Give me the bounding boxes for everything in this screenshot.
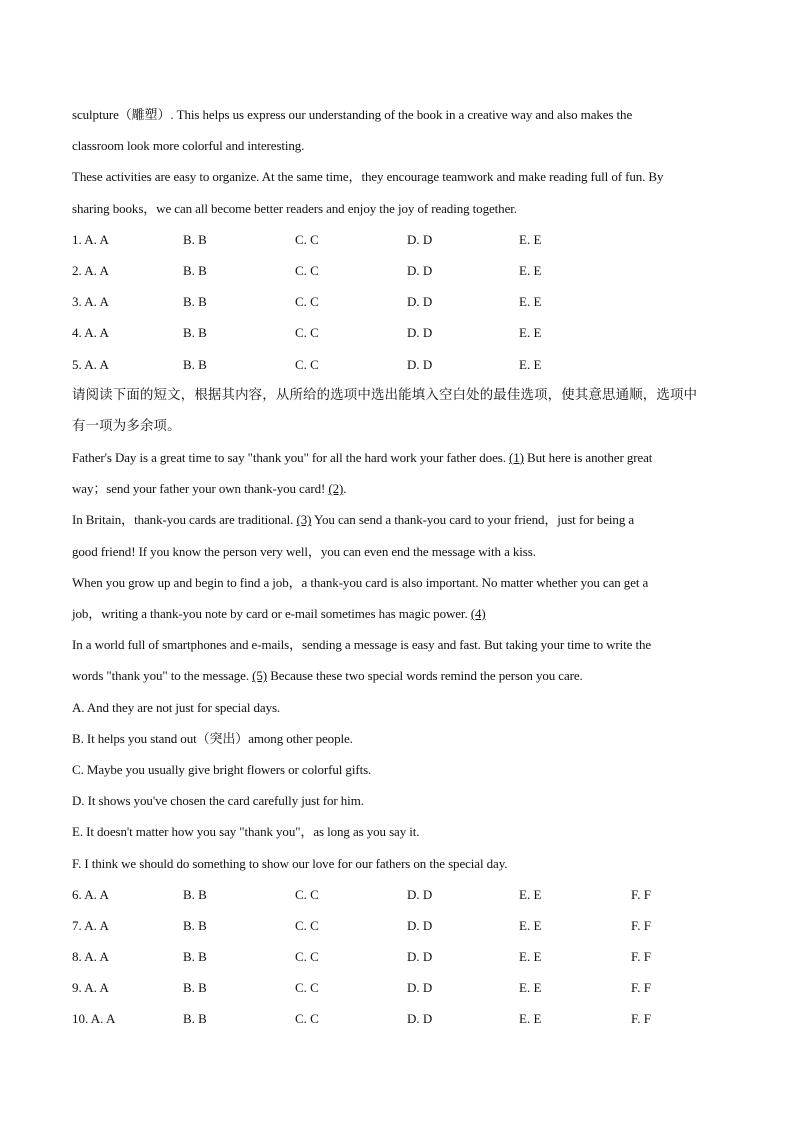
option-e[interactable]: E. E: [519, 231, 542, 247]
passage2-line: [72, 473, 722, 504]
choice-b: B. It helps you stand out（突出）among other people.: [72, 730, 353, 746]
passage2-text: You can send a thank-you card to your friend，just for being a: [314, 512, 635, 528]
option-b[interactable]: B. B: [183, 917, 207, 933]
passage2-line: [72, 442, 722, 473]
instructions-line: 有一项为多余项。: [72, 418, 181, 434]
blank-1[interactable]: (1): [509, 450, 524, 466]
option-d[interactable]: D. D: [407, 886, 433, 902]
passage2-text: way；send your father your own thank-you card!: [72, 481, 326, 497]
question-number-option-a[interactable]: 7. A. A: [72, 917, 109, 933]
option-e[interactable]: E. E: [519, 980, 542, 996]
question-number-option-a[interactable]: 2. A. A: [72, 262, 109, 278]
question-row: [72, 879, 722, 910]
option-c[interactable]: C. C: [295, 356, 319, 372]
option-e[interactable]: E. E: [519, 886, 542, 902]
question-number-option-a[interactable]: 1. A. A: [72, 231, 109, 247]
option-d[interactable]: D. D: [407, 917, 433, 933]
option-e[interactable]: E. E: [519, 325, 542, 341]
choice-f: F. I think we should do something to show our love for our fathers on the special day.: [72, 855, 508, 871]
passage2-text: But here is another great: [527, 450, 653, 466]
question-row: [72, 224, 722, 255]
option-f[interactable]: F. F: [631, 886, 651, 902]
passage2-text: In Britain，thank-you cards are traditional.: [72, 512, 294, 528]
passage1-line: sculpture（雕塑）. This helps us express our understanding of the book in a creative way and also makes the: [72, 107, 633, 122]
question-row: [72, 910, 722, 941]
option-b[interactable]: B. B: [183, 294, 207, 310]
option-d[interactable]: D. D: [407, 949, 433, 965]
option-b[interactable]: B. B: [183, 886, 207, 902]
choice-d: D. It shows you've chosen the card carefully just for him.: [72, 793, 364, 809]
option-d[interactable]: D. D: [407, 325, 433, 341]
option-d[interactable]: D. D: [407, 356, 433, 372]
option-e[interactable]: E. E: [519, 1011, 542, 1027]
option-b[interactable]: B. B: [183, 262, 207, 278]
passage2-line: In a world full of smartphones and e-mails，sending a message is easy and fast. But taking your time to write the: [72, 637, 652, 653]
option-e[interactable]: E. E: [519, 294, 542, 310]
option-b[interactable]: B. B: [183, 949, 207, 965]
passage2-line: [72, 504, 722, 535]
option-c[interactable]: C. C: [295, 231, 319, 247]
option-b[interactable]: B. B: [183, 356, 207, 372]
option-e[interactable]: E. E: [519, 949, 542, 965]
question-number-option-a[interactable]: 9. A. A: [72, 980, 109, 996]
passage2-line: [72, 598, 722, 629]
passage1-line: sharing books，we can all become better readers and enjoy the joy of reading together.: [72, 200, 517, 216]
option-f[interactable]: F. F: [631, 1011, 651, 1027]
option-c[interactable]: C. C: [295, 886, 319, 902]
blank-3[interactable]: (3): [296, 512, 312, 528]
document-page: [72, 99, 722, 1035]
passage2-text: Father's Day is a great time to say "thank you" for all the hard work your father does.: [72, 450, 506, 466]
question-number-option-a[interactable]: 8. A. A: [72, 949, 109, 965]
passage2-text: .: [343, 481, 347, 497]
option-e[interactable]: E. E: [519, 917, 542, 933]
passage1-line: These activities are easy to organize. At the same time，they encourage teamwork and make reading full of fun. By: [72, 169, 664, 185]
option-d[interactable]: D. D: [407, 231, 433, 247]
option-b[interactable]: B. B: [183, 325, 207, 341]
blank-2[interactable]: (2): [328, 481, 344, 497]
choice-c: C. Maybe you usually give bright flowers or colorful gifts.: [72, 761, 372, 777]
choice-a: A. And they are not just for special days.: [72, 699, 281, 715]
passage2-text: Because these two special words remind the person you care.: [270, 668, 583, 684]
passage1-line: classroom look more colorful and interesting.: [72, 138, 305, 154]
question-number-option-a[interactable]: 4. A. A: [72, 325, 109, 341]
option-f[interactable]: F. F: [631, 949, 651, 965]
option-b[interactable]: B. B: [183, 231, 207, 247]
option-d[interactable]: D. D: [407, 262, 433, 278]
option-f[interactable]: F. F: [631, 917, 651, 933]
option-d[interactable]: D. D: [407, 1011, 433, 1027]
passage2-line: [72, 660, 722, 691]
question-row: [72, 972, 722, 1003]
option-e[interactable]: E. E: [519, 356, 542, 372]
question-number-option-a[interactable]: 5. A. A: [72, 356, 109, 372]
passage2-line: When you grow up and begin to find a job，a thank-you card is also important. No matter whether you can get a: [72, 574, 649, 590]
question-row: [72, 317, 722, 348]
choice-e: E. It doesn't matter how you say "thank you"，as long as you say it.: [72, 824, 420, 840]
option-c[interactable]: C. C: [295, 262, 319, 278]
option-e[interactable]: E. E: [519, 262, 542, 278]
option-c[interactable]: C. C: [295, 294, 319, 310]
question-number-option-a[interactable]: 3. A. A: [72, 294, 109, 310]
passage2-text: words "thank you" to the message.: [72, 668, 250, 684]
option-c[interactable]: C. C: [295, 325, 319, 341]
option-c[interactable]: C. C: [295, 1011, 319, 1027]
option-b[interactable]: B. B: [183, 1011, 207, 1027]
option-d[interactable]: D. D: [407, 980, 433, 996]
option-f[interactable]: F. F: [631, 980, 651, 996]
question-number-option-a[interactable]: 6. A. A: [72, 886, 109, 902]
option-c[interactable]: C. C: [295, 949, 319, 965]
blank-5[interactable]: (5): [252, 668, 268, 684]
passage2-line: good friend! If you know the person very well，you can even end the message with a kiss.: [72, 543, 536, 559]
instructions-line: 请阅读下面的短文，根据其内容，从所给的选项中选出能填入空白处的最佳选项，使其意思通顺，选项中: [72, 387, 698, 403]
blank-4[interactable]: (4): [470, 606, 486, 621]
question-row: [72, 941, 722, 972]
option-b[interactable]: B. B: [183, 980, 207, 996]
option-d[interactable]: D. D: [407, 294, 433, 310]
question-row: [72, 255, 722, 286]
option-c[interactable]: C. C: [295, 917, 319, 933]
option-c[interactable]: C. C: [295, 980, 319, 996]
question-number-option-a[interactable]: 10. A. A: [72, 1011, 116, 1027]
passage2-text: job，writing a thank-you note by card or e-mail sometimes has magic power.: [72, 606, 468, 621]
question-row: [72, 286, 722, 317]
question-row: [72, 349, 722, 380]
question-row: [72, 1003, 722, 1034]
